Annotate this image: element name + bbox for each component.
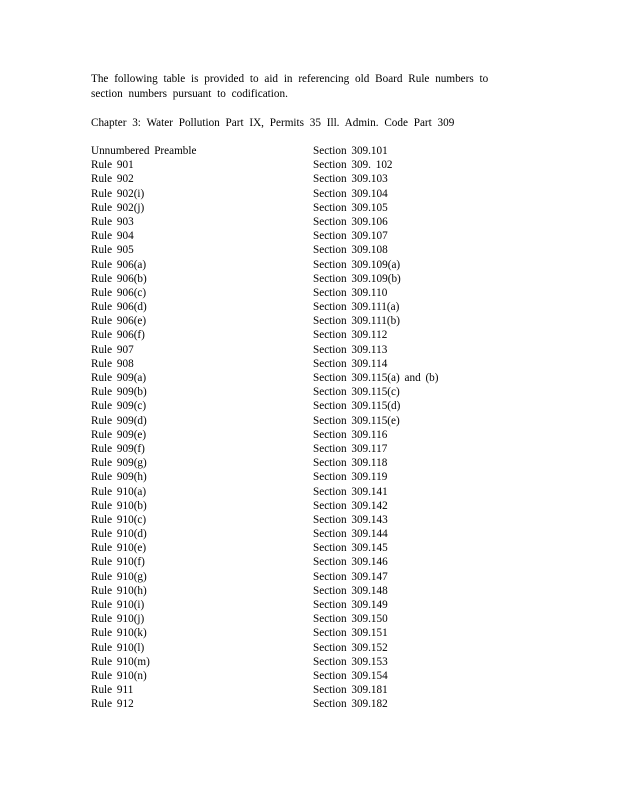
old-rule-number: Rule 909(c): [91, 400, 147, 413]
old-rule-number: Rule 909(d): [91, 414, 147, 427]
table-row: [91, 499, 531, 513]
old-rule-number: Rule 905: [91, 244, 134, 257]
section-number: Section 309.118: [313, 457, 388, 470]
old-rule-number: Rule 910(c): [91, 513, 147, 526]
old-rule-number: Unnumbered Preamble: [91, 145, 197, 157]
section-number: Section 309.146: [313, 556, 388, 569]
old-rule-number: Rule 910(i): [91, 599, 145, 611]
old-rule-number: Rule 910(n): [91, 669, 147, 682]
old-rule-number: Rule 903: [91, 215, 134, 228]
old-rule-number: Rule 906(b): [91, 272, 147, 285]
table-row: [91, 215, 531, 229]
old-rule-number: Rule 910(b): [91, 499, 147, 512]
table-row: [91, 513, 531, 527]
old-rule-number: Rule 910(e): [91, 542, 147, 555]
section-number: Section 309.148: [313, 584, 388, 597]
table-row: [91, 641, 531, 655]
table-row: [91, 655, 531, 669]
section-number: Section 309.149: [313, 599, 388, 611]
section-number: Section 309.147: [313, 570, 388, 583]
old-rule-number: Rule 902(i): [91, 187, 145, 200]
table-row: [91, 371, 531, 385]
table-row: [91, 414, 531, 428]
old-rule-number: Rule 910(f): [91, 556, 145, 569]
section-number: Section 309.154: [313, 669, 388, 682]
section-number: Section 309.110: [313, 286, 388, 299]
old-rule-number: Rule 906(d): [91, 301, 147, 314]
table-row: [91, 470, 531, 484]
table-row: [91, 172, 531, 186]
table-row: [91, 555, 531, 569]
table-row: [91, 187, 531, 201]
old-rule-number: Rule 910(d): [91, 528, 147, 541]
section-number: Section 309.150: [313, 613, 388, 626]
section-number: Section 309.145: [313, 542, 388, 555]
table-row: [91, 158, 531, 172]
table-row: [91, 328, 531, 342]
table-row: [91, 456, 531, 470]
section-number: Section 309.119: [313, 471, 388, 484]
section-number: Section 309.112: [313, 329, 388, 342]
intro-paragraph: The following table is provided to aid in referencing old Board Rule numbers to section numbers pursuant to codification.: [91, 73, 489, 100]
section-number: Section 309.143: [313, 513, 388, 526]
table-row: [91, 442, 531, 456]
section-number: Section 309.153: [313, 655, 388, 668]
table-row: [91, 272, 531, 286]
section-number: Section 309.142: [313, 499, 388, 512]
section-number: Section 309.114: [313, 357, 388, 370]
table-row: [91, 229, 531, 243]
section-number: Section 309.115(a) and (b): [313, 372, 439, 384]
old-rule-number: Rule 906(a): [91, 258, 147, 271]
old-rule-number: Rule 904: [91, 230, 134, 243]
section-number: Section 309.144: [313, 528, 388, 541]
chapter-heading: Chapter 3: Water Pollution Part IX, Permits 35 Ill. Admin. Code Part 309: [91, 117, 455, 129]
section-number: Section 309.111(a): [313, 301, 400, 314]
table-row: [91, 541, 531, 555]
old-rule-number: Rule 907: [91, 343, 134, 356]
section-number: Section 309.106: [313, 215, 388, 228]
table-row: [91, 201, 531, 215]
old-rule-number: Rule 909(f): [91, 442, 145, 455]
old-rule-number: Rule 902(j): [91, 201, 145, 214]
old-rule-number: Rule 910(g): [91, 570, 147, 583]
table-row: [91, 243, 531, 257]
section-number: Section 309.107: [313, 230, 388, 243]
table-row: [91, 485, 531, 499]
old-rule-number: Rule 906(c): [91, 286, 147, 299]
table-row: [91, 570, 531, 584]
old-rule-number: Rule 910(a): [91, 485, 147, 498]
table-row: [91, 626, 531, 640]
table-row: [91, 286, 531, 300]
old-rule-number: Rule 906(e): [91, 315, 147, 328]
old-rule-number: Rule 910(m): [91, 655, 150, 668]
old-rule-number: Rule 902: [91, 173, 134, 186]
old-rule-number: Rule 909(g): [91, 457, 147, 470]
section-number: Section 309.103: [313, 173, 388, 186]
old-rule-number: Rule 909(e): [91, 428, 147, 441]
table-row: [91, 258, 531, 272]
section-number: Section 309.109(b): [313, 272, 401, 285]
table-row: [91, 669, 531, 683]
old-rule-number: Rule 911: [91, 684, 134, 697]
table-row: [91, 399, 531, 413]
table-row: [91, 683, 531, 697]
section-number: Section 309.111(b): [313, 315, 400, 328]
section-number: Section 309.141: [313, 485, 388, 498]
section-number: Section 309.101: [313, 145, 388, 157]
conversion-table: [91, 144, 531, 712]
table-row: [91, 314, 531, 328]
table-row: [91, 428, 531, 442]
section-number: Section 309.152: [313, 641, 388, 654]
table-row: [91, 300, 531, 314]
old-rule-number: Rule 910(h): [91, 584, 147, 597]
section-number: Section 309.104: [313, 187, 388, 200]
old-rule-number: Rule 910(k): [91, 627, 147, 640]
old-rule-number: Rule 909(a): [91, 372, 147, 384]
table-row: [91, 527, 531, 541]
section-number: Section 309. 102: [313, 159, 393, 172]
section-number: Section 309.115(d): [313, 400, 401, 413]
section-number: Section 309.105: [313, 201, 388, 214]
section-number: Section 309.108: [313, 244, 388, 257]
table-row: [91, 385, 531, 399]
old-rule-number: Rule 909(b): [91, 386, 147, 399]
section-number: Section 309.117: [313, 442, 388, 455]
section-number: Section 309.115(c): [313, 386, 400, 399]
section-number: Section 309.113: [313, 343, 388, 356]
old-rule-number: Rule 906(f): [91, 329, 145, 342]
section-number: Section 309.109(a): [313, 258, 401, 271]
old-rule-number: Rule 912: [91, 698, 134, 711]
old-rule-number: Rule 908: [91, 357, 134, 370]
table-row: [91, 144, 531, 158]
section-number: Section 309.116: [313, 428, 388, 441]
table-row: [91, 357, 531, 371]
table-row: [91, 598, 531, 612]
section-number: Section 309.151: [313, 627, 388, 640]
old-rule-number: Rule 910(j): [91, 613, 145, 626]
section-number: Section 309.181: [313, 684, 388, 697]
old-rule-number: Rule 909(h): [91, 471, 147, 484]
old-rule-number: Rule 910(l): [91, 641, 145, 654]
table-row: [91, 697, 531, 711]
section-number: Section 309.115(e): [313, 414, 400, 427]
table-row: [91, 343, 531, 357]
table-row: [91, 612, 531, 626]
old-rule-number: Rule 901: [91, 159, 134, 172]
table-row: [91, 584, 531, 598]
section-number: Section 309.182: [313, 698, 388, 711]
